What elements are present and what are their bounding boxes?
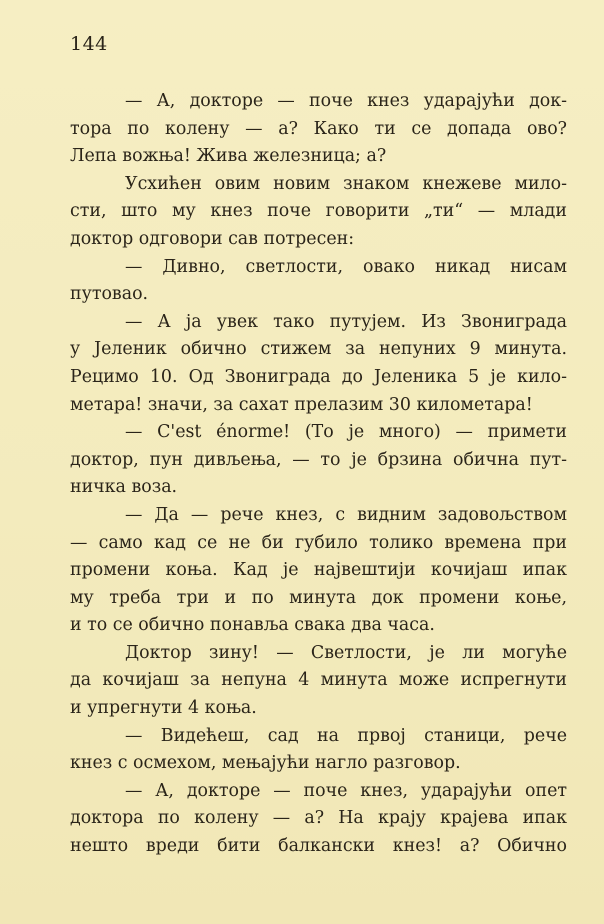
text-line: кнез с осмехом, мењајући нагло разговор. bbox=[70, 753, 461, 774]
text-line: промени коња. Кад је највештији кочијаш ипак bbox=[70, 560, 567, 581]
text-line: Рецимо 10. Од Звониграда до Јеленика 5 је кило- bbox=[70, 366, 567, 387]
text-line: Лепа вожња! Жива железница; а? bbox=[70, 146, 387, 167]
text-line: да кочијаш за непуна 4 минута може испрегнути bbox=[70, 670, 567, 691]
text-line: доктора по колену — а? На крају крајева ипак bbox=[70, 808, 567, 829]
text-line: метара! значи, за сахат прелазим 30 километара! bbox=[70, 394, 533, 415]
text-line: — А, докторе — поче кнез, ударајући опет bbox=[125, 780, 567, 801]
page-number: 144 bbox=[70, 33, 108, 55]
text-line: и упрегнути 4 коња. bbox=[70, 698, 257, 719]
text-line: — Да — рече кнез, с видним задовољством bbox=[125, 504, 567, 525]
text-line: нешто вреди бити балкански кнез! а? Обично bbox=[70, 836, 567, 857]
text-line: му треба три и по минута док промени коње, bbox=[70, 587, 567, 608]
body-text bbox=[70, 88, 567, 861]
text-line: — А ја увек тако путујем. Из Звониграда bbox=[125, 311, 567, 332]
text-line: — само кад се не би губило толико времена при bbox=[70, 532, 567, 553]
text-line: доктор, пун дивљења, — то је брзина обична пут- bbox=[70, 449, 567, 470]
text-line: Усхићен овим новим знаком кнежеве мило- bbox=[125, 173, 567, 194]
text-line: ничка воза. bbox=[70, 477, 178, 498]
text-line: Доктор зину! — Светлости, је ли могуће bbox=[125, 642, 567, 663]
text-line: у Јеленик обично стижем за непуних 9 минута. bbox=[70, 339, 567, 360]
text-line: — Дивно, светлости, овако никад нисам bbox=[125, 256, 567, 277]
text-line: — C'est énorme! (То је много) — примети bbox=[125, 422, 567, 443]
text-line: — Видећеш, сад на првој станици, рече bbox=[125, 725, 567, 746]
text-line: доктор одговори сав потресен: bbox=[70, 228, 355, 249]
text-line: — А, докторе — поче кнез ударајући док- bbox=[125, 91, 567, 111]
text-line: сти, што му кнез поче говорити „ти“ — млади bbox=[70, 201, 567, 222]
text-line: тора по колену — а? Како ти се допада ово? bbox=[70, 118, 567, 139]
text-line: путовао. bbox=[70, 284, 149, 305]
text-line: и то се обично понавља свака два часа. bbox=[70, 615, 435, 636]
